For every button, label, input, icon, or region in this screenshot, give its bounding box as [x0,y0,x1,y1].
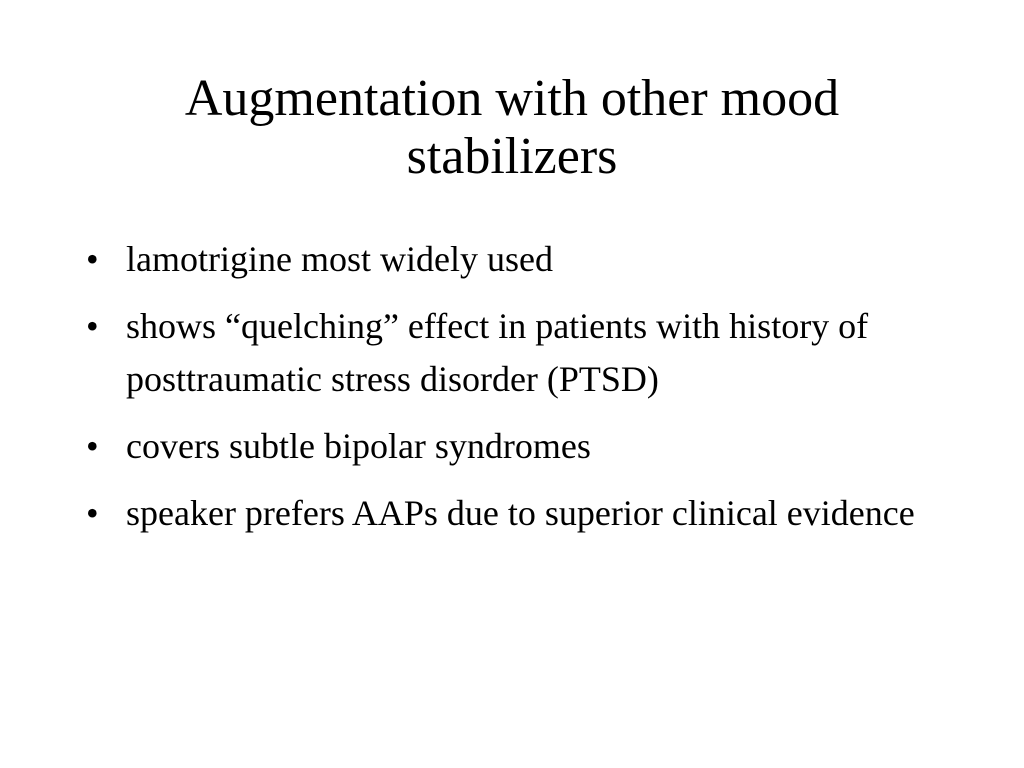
bullet-text: shows “quelching” effect in patients with history of posttraumatic stress disorder (PTSD) [126,306,869,399]
bullet-dot-icon: • [86,426,99,466]
bullet-dot-icon: • [86,306,99,346]
bullet-list [86,233,946,554]
list-item [86,420,946,473]
list-item [86,487,946,540]
bullet-text: covers subtle bipolar syndromes [126,426,591,466]
bullet-dot-icon: • [86,493,99,533]
bullet-text: lamotrigine most widely used [126,239,553,279]
list-item [86,233,946,286]
slide-title: Augmentation with other mood stabilizers [184,70,840,185]
list-item [86,300,946,406]
bullet-text: speaker prefers AAPs due to superior clinical evidence [126,493,915,533]
bullet-dot-icon: • [86,239,99,279]
